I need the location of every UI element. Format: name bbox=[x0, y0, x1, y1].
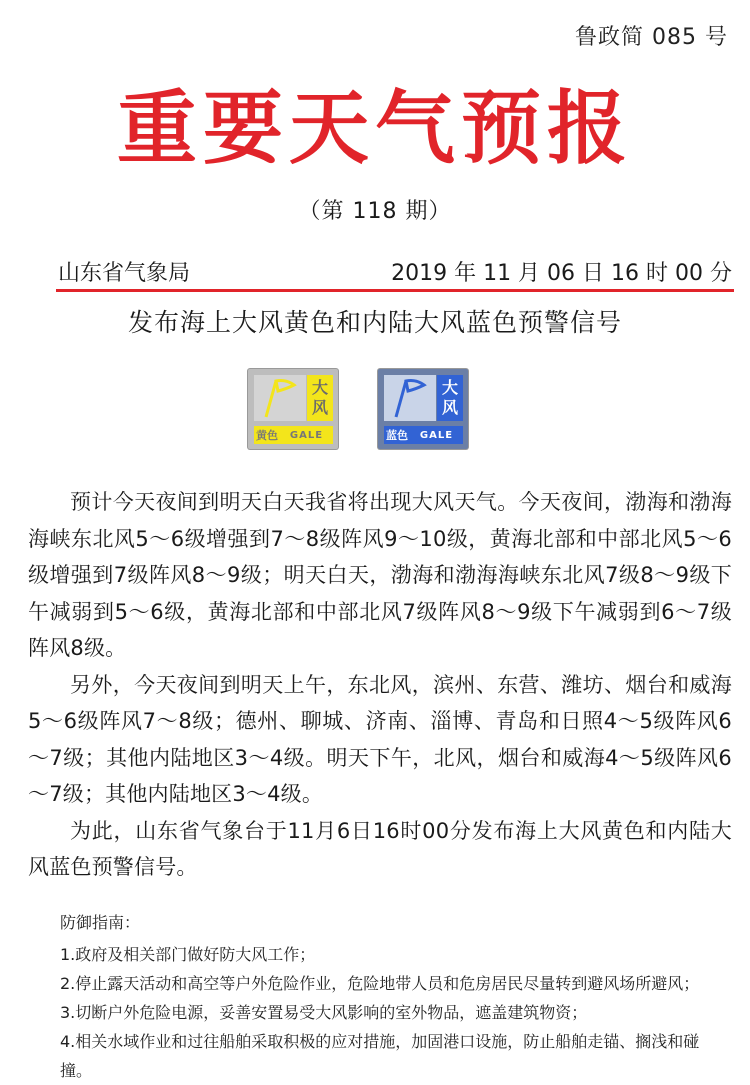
gale-char-1: 大 bbox=[441, 378, 458, 397]
guide-item: 1.政府及相关部门做好防大风工作； bbox=[60, 945, 316, 964]
blue-gale-signal bbox=[378, 369, 468, 449]
subtitle: 发布海上大风黄色和内陆大风蓝色预警信号 bbox=[127, 308, 622, 337]
flag-icon bbox=[254, 375, 306, 421]
paragraph: 另外，今天夜间到明天上午，东北风，滨州、东营、潍坊、烟台和威海5～6级阵风7～8级；德州、聊城、济南、淄博、青岛和日照4～5级阵风6～7级；其他内陆地区3～4级。明天下午，北风，烟台和威海4～5级阵风6～7级；其他内陆地区3～4级。 bbox=[28, 672, 732, 806]
issue-number: （第 118 期） bbox=[298, 199, 452, 224]
issue-datetime: 2019 年 11 月 06 日 16 时 00 分 bbox=[391, 261, 732, 286]
guide-item: 4.相关水域作业和过往船舶采取积极的应对措施，加固港口设施，防止船舶走锚、搁浅和碰撞。 bbox=[60, 1032, 700, 1080]
gale-char-2: 风 bbox=[441, 398, 458, 417]
paragraph: 为此，山东省气象台于11月6日16时00分发布海上大风黄色和内陆大风蓝色预警信号。 bbox=[28, 818, 732, 879]
flag-icon bbox=[384, 375, 436, 421]
red-divider bbox=[56, 289, 734, 292]
guide-title: 防御指南： bbox=[60, 913, 141, 932]
defense-guide bbox=[60, 908, 728, 1085]
gale-char-2: 风 bbox=[311, 398, 328, 417]
gale-label: GALE bbox=[289, 429, 324, 441]
guide-item: 3.切断户外危险电源，妥善安置易受大风影响的室外物品，遮盖建筑物资； bbox=[60, 1003, 588, 1022]
warning-signals bbox=[0, 369, 750, 449]
issuer: 山东省气象局 bbox=[58, 261, 191, 286]
main-title: 重要天气预报 bbox=[117, 82, 633, 175]
meta-row bbox=[58, 256, 732, 287]
signal-strip bbox=[384, 426, 463, 444]
gale-char-1: 大 bbox=[311, 378, 328, 397]
signal-color-word: 蓝色 bbox=[386, 429, 408, 442]
signal-color-word: 黄色 bbox=[256, 429, 278, 442]
signal-strip bbox=[254, 426, 333, 444]
guide-item: 2.停止露天活动和高空等户外危险作业，危险地带人员和危房居民尽量转到避风场所避风； bbox=[60, 974, 700, 993]
gale-chars bbox=[307, 375, 333, 421]
yellow-gale-signal bbox=[248, 369, 338, 449]
gale-label: GALE bbox=[419, 429, 454, 441]
paragraph: 预计今天夜间到明天白天我省将出现大风天气。今天夜间，渤海和渤海海峡东北风5～6级增强到7～8级阵风9～10级，黄海北部和中部北风5～6级增强到7级阵风8～9级；明天白天，渤海和渤海海峡东北风7级8～9级下午减弱到5～6级，黄海北部和中部北风7级阵风8～9级下午减弱到6～7级阵风8级。 bbox=[28, 490, 732, 660]
forecast-body bbox=[28, 484, 732, 886]
doc-number: 鲁政简 085 号 bbox=[575, 25, 728, 50]
gale-chars bbox=[437, 375, 463, 421]
